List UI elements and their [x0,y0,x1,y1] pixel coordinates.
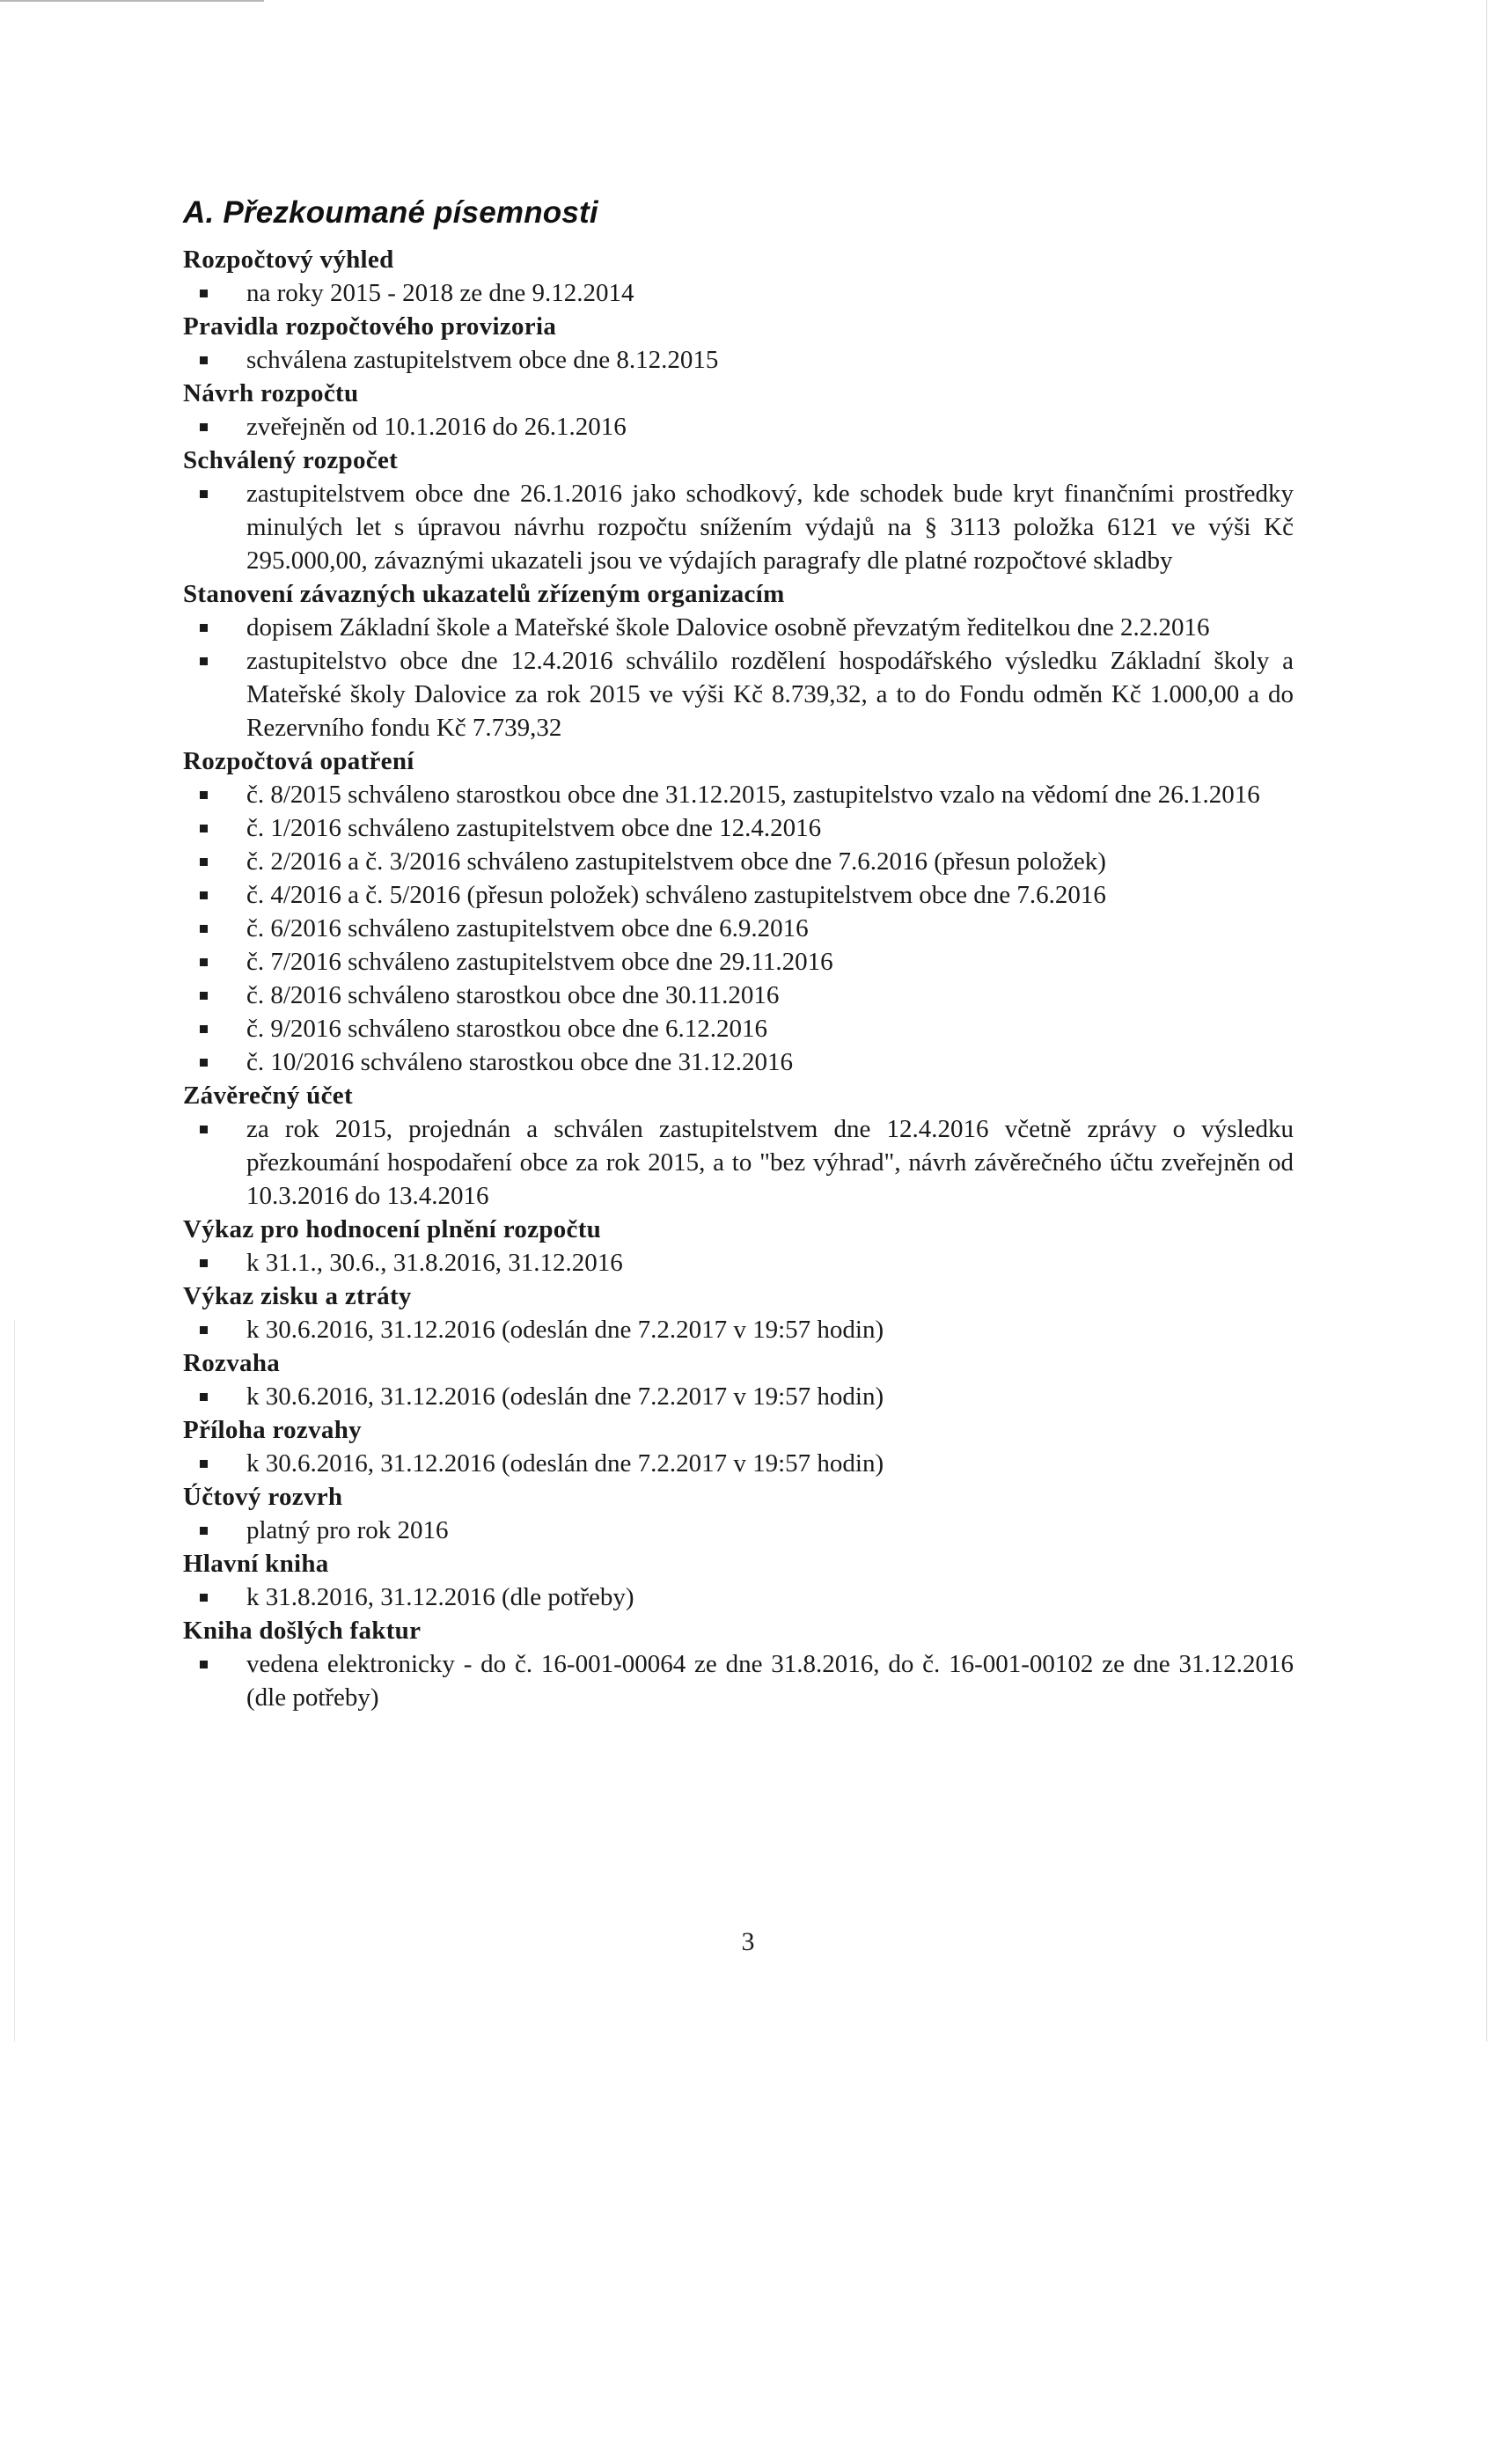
bullet-icon [200,1126,208,1133]
bullet-icon [200,825,208,832]
list-item [183,878,1294,912]
bullet-icon [200,791,208,799]
item-list [183,1647,1294,1714]
list-item [183,845,1294,878]
bullet-icon [200,1059,208,1067]
list-item [183,1514,1294,1547]
list-item-text: vedena elektronicky - do č. 16-001-00064 ze dne 31.8.2016, do č. 16-001-00102 ze dne 31.12.2016 (dle potřeby) [246,1650,1294,1712]
list-item [183,1647,1294,1714]
list-item [183,477,1294,577]
list-item [183,611,1294,644]
section-heading: Výkaz pro hodnocení plnění rozpočtu [183,1215,602,1243]
item-list [183,410,1294,444]
bullet-icon [200,1661,208,1668]
section-vykaz-zisku-ztraty [183,1280,1294,1346]
list-item-text: za rok 2015, projednán a schválen zastupitelstvem dne 12.4.2016 včetně zprávy o výsledku přezkoumání hospodaření obce za rok 2015, a to "bez výhrad", návrh závěrečného účtu zveřejněn od 10.3.2016 do 13.4.2016 [246,1115,1294,1210]
list-item-text: č. 7/2016 schváleno zastupitelstvem obce dne 29.11.2016 [246,948,833,976]
section-rozvaha [183,1346,1294,1413]
section-heading: Hlavní kniha [183,1550,329,1578]
section-heading: Příloha rozvahy [183,1416,362,1444]
list-item-text: č. 6/2016 schváleno zastupitelstvem obce dne 6.9.2016 [246,914,809,942]
item-list [183,477,1294,577]
list-item-text: schválena zastupitelstvem obce dne 8.12.2015 [246,346,719,374]
section-title: A. Přezkoumané písemnosti [183,195,598,230]
page-number: 3 [741,1927,755,1956]
list-item [183,1112,1294,1213]
list-item-text: č. 9/2016 schváleno starostkou obce dne 6.12.2016 [246,1015,767,1043]
item-list [183,1313,1294,1346]
bullet-icon [200,858,208,866]
bullet-icon [200,657,208,665]
item-list [183,1112,1294,1213]
list-item-text: č. 4/2016 a č. 5/2016 (přesun položek) schváleno zastupitelstvem obce dne 7.6.2016 [246,881,1106,909]
list-item [183,644,1294,744]
list-item [183,1380,1294,1413]
list-item-text: zastupitelstvo obce dne 12.4.2016 schválilo rozdělení hospodářského výsledku Základní školy a Mateřské školy Dalovice za rok 2015 ve výši Kč 8.739,32, a to do Fondu odměn Kč 1.000,00 a do Rezervního fondu Kč 7.739,32 [246,647,1294,742]
item-list [183,1447,1294,1480]
scan-edge-top [0,0,264,2]
bullet-icon [200,1025,208,1033]
section-hlavni-kniha [183,1547,1294,1614]
bullet-icon [200,1527,208,1535]
item-list [183,343,1294,377]
list-item [183,979,1294,1012]
section-heading: Schválený rozpočet [183,446,399,474]
item-list [183,276,1294,310]
list-item-text: na roky 2015 - 2018 ze dne 9.12.2014 [246,279,634,307]
section-heading: Rozpočtová opatření [183,747,414,775]
bullet-icon [200,925,208,933]
item-list [183,1246,1294,1280]
bullet-icon [200,958,208,966]
section-heading: Pravidla rozpočtového provizoria [183,312,557,341]
list-item [183,1580,1294,1614]
section-heading: Návrh rozpočtu [183,379,359,407]
bullet-icon [200,624,208,632]
list-item [183,1313,1294,1346]
list-item-text: dopisem Základní škole a Mateřské škole Dalovice osobně převzatým ředitelkou dne 2.2.2016 [246,613,1210,642]
item-list [183,778,1294,1079]
section-heading: Závěrečný účet [183,1082,353,1110]
section-kniha-doslych-faktur [183,1614,1294,1714]
list-item-text: k 31.8.2016, 31.12.2016 (dle potřeby) [246,1583,634,1611]
section-heading: Stanovení závazných ukazatelů zřízeným organizacím [183,580,785,608]
item-list [183,1580,1294,1614]
section-navrh-rozpoctu [183,377,1294,444]
list-item [183,912,1294,945]
section-rozpoctova-opatreni [183,744,1294,1079]
section-rozpoctovy-vyhled [183,243,1294,310]
list-item-text: č. 8/2016 schváleno starostkou obce dne 30.11.2016 [246,981,780,1009]
list-item-text: platný pro rok 2016 [246,1516,449,1544]
item-list [183,1514,1294,1547]
item-list [183,611,1294,744]
list-item [183,1447,1294,1480]
list-item-text: č. 1/2016 schváleno zastupitelstvem obce dne 12.4.2016 [246,814,822,842]
list-item-text: k 31.1., 30.6., 31.8.2016, 31.12.2016 [246,1249,623,1277]
list-item-text: zveřejněn od 10.1.2016 do 26.1.2016 [246,413,627,441]
list-item [183,410,1294,444]
bullet-icon [200,1393,208,1401]
section-priloha-rozvahy [183,1413,1294,1480]
list-item-text: k 30.6.2016, 31.12.2016 (odeslán dne 7.2.2017 v 19:57 hodin) [246,1449,884,1478]
bullet-icon [200,423,208,431]
list-item [183,945,1294,979]
bullet-icon [200,1326,208,1334]
bullet-icon [200,1460,208,1468]
list-item [183,276,1294,310]
section-heading: Výkaz zisku a ztráty [183,1282,412,1310]
section-uctovy-rozvrh [183,1480,1294,1547]
list-item-text: č. 10/2016 schváleno starostkou obce dne 31.12.2016 [246,1048,793,1076]
list-item-text: č. 2/2016 a č. 3/2016 schváleno zastupitelstvem obce dne 7.6.2016 (přesun položek) [246,847,1106,876]
bullet-icon [200,290,208,297]
bullet-icon [200,490,208,498]
section-heading: Rozpočtový výhled [183,246,394,274]
section-zavazne-ukazatele [183,577,1294,744]
section-zaverecny-ucet [183,1079,1294,1213]
list-item-text: k 30.6.2016, 31.12.2016 (odeslán dne 7.2.2017 v 19:57 hodin) [246,1382,884,1411]
section-heading: Rozvaha [183,1349,281,1377]
list-item [183,778,1294,811]
list-item [183,1045,1294,1079]
bullet-icon [200,992,208,1000]
section-pravidla-provizoria [183,310,1294,377]
scan-edge-right [1486,0,1487,2042]
section-heading: Kniha došlých faktur [183,1617,422,1645]
section-vykaz-plneni-rozpoctu [183,1213,1294,1280]
list-item [183,811,1294,845]
item-list [183,1380,1294,1413]
list-item-text: k 30.6.2016, 31.12.2016 (odeslán dne 7.2.2017 v 19:57 hodin) [246,1316,884,1344]
section-heading: Účtový rozvrh [183,1483,343,1511]
list-item-text: č. 8/2015 schváleno starostkou obce dne 31.12.2015, zastupitelstvo vzalo na vědomí dne 26.1.2016 [246,781,1260,809]
list-item [183,1246,1294,1280]
bullet-icon [200,1594,208,1602]
list-item [183,343,1294,377]
bullet-icon [200,891,208,899]
document-body [183,195,1294,1714]
list-item [183,1012,1294,1045]
bullet-icon [200,356,208,364]
bullet-icon [200,1259,208,1267]
section-schvaleny-rozpocet [183,444,1294,577]
list-item-text: zastupitelstvem obce dne 26.1.2016 jako schodkový, kde schodek bude kryt finančními prostředky minulých let s úpravou návrhu rozpočtu snížením výdajů na § 3113 položka 6121 ve výši Kč 295.000,00, závaznými ukazateli jsou ve výdajích paragrafy dle platné rozpočtové skladby [246,480,1294,575]
